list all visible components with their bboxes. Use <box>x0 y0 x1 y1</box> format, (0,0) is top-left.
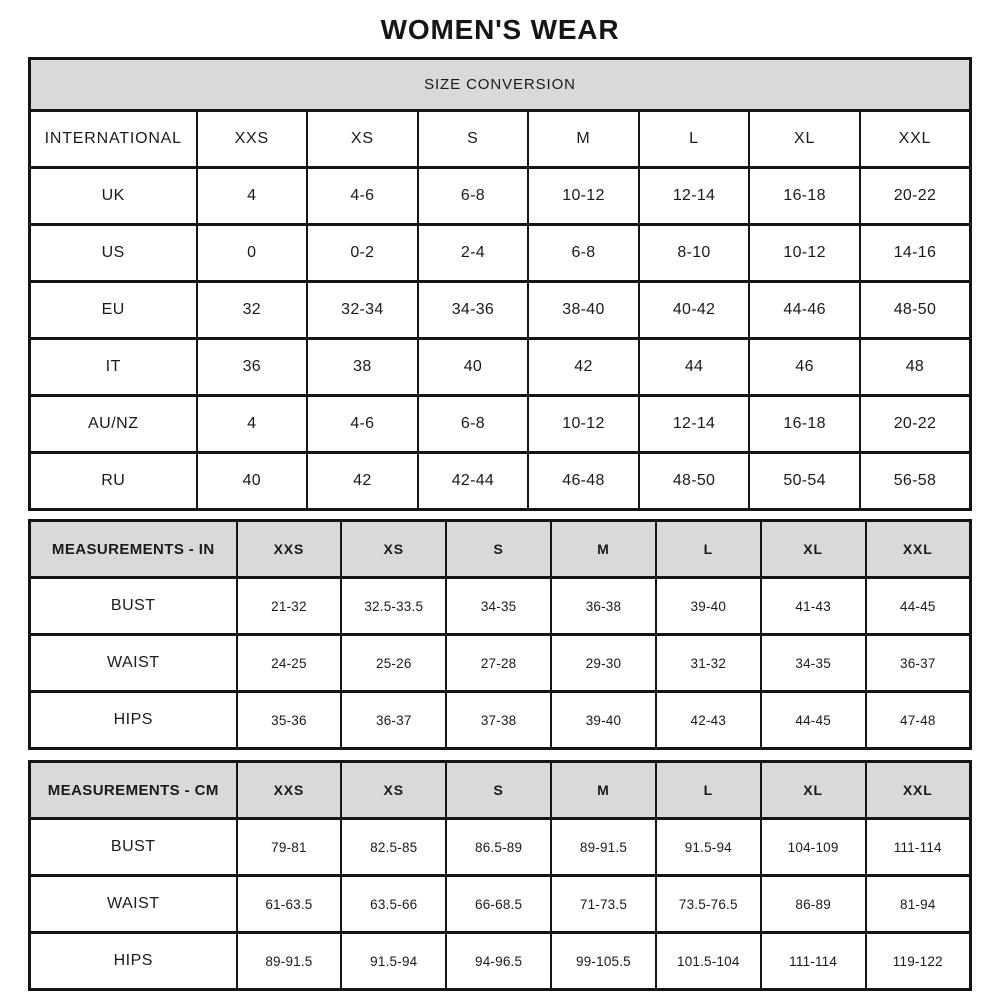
size-cell: 40-42 <box>639 282 750 339</box>
size-conversion-header: SIZE CONVERSION <box>30 59 971 111</box>
column-header-size: L <box>656 762 761 819</box>
column-header-size: XXS <box>237 762 342 819</box>
measurements-in-body <box>30 521 971 749</box>
table-row <box>30 453 971 510</box>
table-row <box>30 692 971 749</box>
column-header-size: XL <box>749 111 860 168</box>
measurement-cell: 34-35 <box>761 635 866 692</box>
size-cell: 16-18 <box>749 168 860 225</box>
page-title: WOMEN'S WEAR <box>380 14 620 45</box>
table-row <box>30 578 971 635</box>
size-cell: 34-36 <box>418 282 529 339</box>
measurement-cell: 39-40 <box>551 692 656 749</box>
measurement-cell: 44-45 <box>761 692 866 749</box>
measurement-cell: 89-91.5 <box>237 933 342 990</box>
column-header-size: L <box>656 521 761 578</box>
measurements-cm-body <box>30 762 971 990</box>
size-cell: 32-34 <box>307 282 418 339</box>
column-header-size: XL <box>761 521 866 578</box>
size-cell: 4 <box>197 396 308 453</box>
size-cell: 48 <box>860 339 971 396</box>
measurements-cm-header: MEASUREMENTS - CM <box>30 762 237 819</box>
column-header-size: XS <box>307 111 418 168</box>
measurement-cell: 99-105.5 <box>551 933 656 990</box>
size-cell: 42 <box>528 339 639 396</box>
column-header-size: XL <box>761 762 866 819</box>
row-label: WAIST <box>30 876 237 933</box>
size-cell: 6-8 <box>418 168 529 225</box>
row-label: BUST <box>30 578 237 635</box>
size-cell: 46-48 <box>528 453 639 510</box>
measurements-in-header: MEASUREMENTS - IN <box>30 521 237 578</box>
column-header-size: S <box>418 111 529 168</box>
measurement-cell: 79-81 <box>237 819 342 876</box>
column-header-size: XXL <box>860 111 971 168</box>
measurement-cell: 31-32 <box>656 635 761 692</box>
column-header-size: M <box>551 762 656 819</box>
table-row <box>30 396 971 453</box>
measurement-cell: 86.5-89 <box>446 819 551 876</box>
measurement-cell: 119-122 <box>866 933 971 990</box>
size-conversion-body <box>30 111 971 510</box>
size-conversion-table <box>28 57 972 511</box>
measurement-cell: 111-114 <box>761 933 866 990</box>
measurement-cell: 73.5-76.5 <box>656 876 761 933</box>
measurements-header-row <box>30 521 971 578</box>
size-cell: 0 <box>197 225 308 282</box>
measurement-cell: 104-109 <box>761 819 866 876</box>
size-cell: 14-16 <box>860 225 971 282</box>
measurements-cm-table <box>28 760 972 991</box>
column-header-size: XXL <box>866 762 971 819</box>
measurements-in-table <box>28 519 972 750</box>
size-cell: 2-4 <box>418 225 529 282</box>
column-header-size: XS <box>341 762 446 819</box>
measurement-cell: 29-30 <box>551 635 656 692</box>
size-cell: 42 <box>307 453 418 510</box>
measurement-cell: 61-63.5 <box>237 876 342 933</box>
measurement-cell: 32.5-33.5 <box>341 578 446 635</box>
size-conversion-banner-row <box>30 59 971 111</box>
size-cell: 48-50 <box>639 453 750 510</box>
row-label: WAIST <box>30 635 237 692</box>
measurement-cell: 82.5-85 <box>341 819 446 876</box>
column-header-size: L <box>639 111 750 168</box>
column-header-size: XXS <box>237 521 342 578</box>
measurement-cell: 91.5-94 <box>656 819 761 876</box>
measurement-cell: 42-43 <box>656 692 761 749</box>
size-cell: 44-46 <box>749 282 860 339</box>
measurement-cell: 81-94 <box>866 876 971 933</box>
size-cell: 20-22 <box>860 396 971 453</box>
row-label: RU <box>30 453 197 510</box>
table-row <box>30 339 971 396</box>
measurement-cell: 25-26 <box>341 635 446 692</box>
measurement-cell: 91.5-94 <box>341 933 446 990</box>
row-label: EU <box>30 282 197 339</box>
measurements-header-row <box>30 762 971 819</box>
column-header-row <box>30 111 971 168</box>
column-header-size: XXS <box>197 111 308 168</box>
size-cell: 20-22 <box>860 168 971 225</box>
row-label: BUST <box>30 819 237 876</box>
table-row <box>30 876 971 933</box>
size-cell: 48-50 <box>860 282 971 339</box>
size-cell: 10-12 <box>528 396 639 453</box>
size-cell: 42-44 <box>418 453 529 510</box>
column-header-size: XXL <box>866 521 971 578</box>
size-cell: 4-6 <box>307 396 418 453</box>
measurement-cell: 37-38 <box>446 692 551 749</box>
size-cell: 4 <box>197 168 308 225</box>
measurement-cell: 34-35 <box>446 578 551 635</box>
measurement-cell: 36-37 <box>866 635 971 692</box>
row-label: IT <box>30 339 197 396</box>
column-header-size: XS <box>341 521 446 578</box>
row-label: UK <box>30 168 197 225</box>
row-label: HIPS <box>30 692 237 749</box>
size-cell: 38-40 <box>528 282 639 339</box>
row-label: US <box>30 225 197 282</box>
measurement-cell: 27-28 <box>446 635 551 692</box>
size-cell: 6-8 <box>418 396 529 453</box>
size-cell: 6-8 <box>528 225 639 282</box>
table-row <box>30 225 971 282</box>
size-cell: 40 <box>197 453 308 510</box>
measurement-cell: 44-45 <box>866 578 971 635</box>
column-header-size: S <box>446 762 551 819</box>
table-row <box>30 168 971 225</box>
measurement-cell: 71-73.5 <box>551 876 656 933</box>
size-cell: 50-54 <box>749 453 860 510</box>
column-header-size: M <box>528 111 639 168</box>
measurement-cell: 94-96.5 <box>446 933 551 990</box>
size-cell: 4-6 <box>307 168 418 225</box>
table-row <box>30 819 971 876</box>
size-cell: 10-12 <box>528 168 639 225</box>
table-row <box>30 933 971 990</box>
row-label: AU/NZ <box>30 396 197 453</box>
size-cell: 32 <box>197 282 308 339</box>
measurement-cell: 39-40 <box>656 578 761 635</box>
size-cell: 36 <box>197 339 308 396</box>
size-cell: 56-58 <box>860 453 971 510</box>
size-cell: 40 <box>418 339 529 396</box>
size-cell: 38 <box>307 339 418 396</box>
size-cell: 8-10 <box>639 225 750 282</box>
table-row <box>30 635 971 692</box>
column-header-size: M <box>551 521 656 578</box>
size-cell: 44 <box>639 339 750 396</box>
measurement-cell: 66-68.5 <box>446 876 551 933</box>
column-header-international: INTERNATIONAL <box>30 111 197 168</box>
measurement-cell: 111-114 <box>866 819 971 876</box>
measurement-cell: 101.5-104 <box>656 933 761 990</box>
size-cell: 12-14 <box>639 396 750 453</box>
size-cell: 0-2 <box>307 225 418 282</box>
measurement-cell: 41-43 <box>761 578 866 635</box>
table-row <box>30 282 971 339</box>
row-label: HIPS <box>30 933 237 990</box>
measurement-cell: 63.5-66 <box>341 876 446 933</box>
measurement-cell: 24-25 <box>237 635 342 692</box>
measurement-cell: 89-91.5 <box>551 819 656 876</box>
measurement-cell: 21-32 <box>237 578 342 635</box>
column-header-size: S <box>446 521 551 578</box>
size-cell: 16-18 <box>749 396 860 453</box>
measurement-cell: 47-48 <box>866 692 971 749</box>
measurement-cell: 36-37 <box>341 692 446 749</box>
measurement-cell: 35-36 <box>237 692 342 749</box>
measurement-cell: 86-89 <box>761 876 866 933</box>
measurement-cell: 36-38 <box>551 578 656 635</box>
size-cell: 46 <box>749 339 860 396</box>
size-cell: 12-14 <box>639 168 750 225</box>
size-cell: 10-12 <box>749 225 860 282</box>
